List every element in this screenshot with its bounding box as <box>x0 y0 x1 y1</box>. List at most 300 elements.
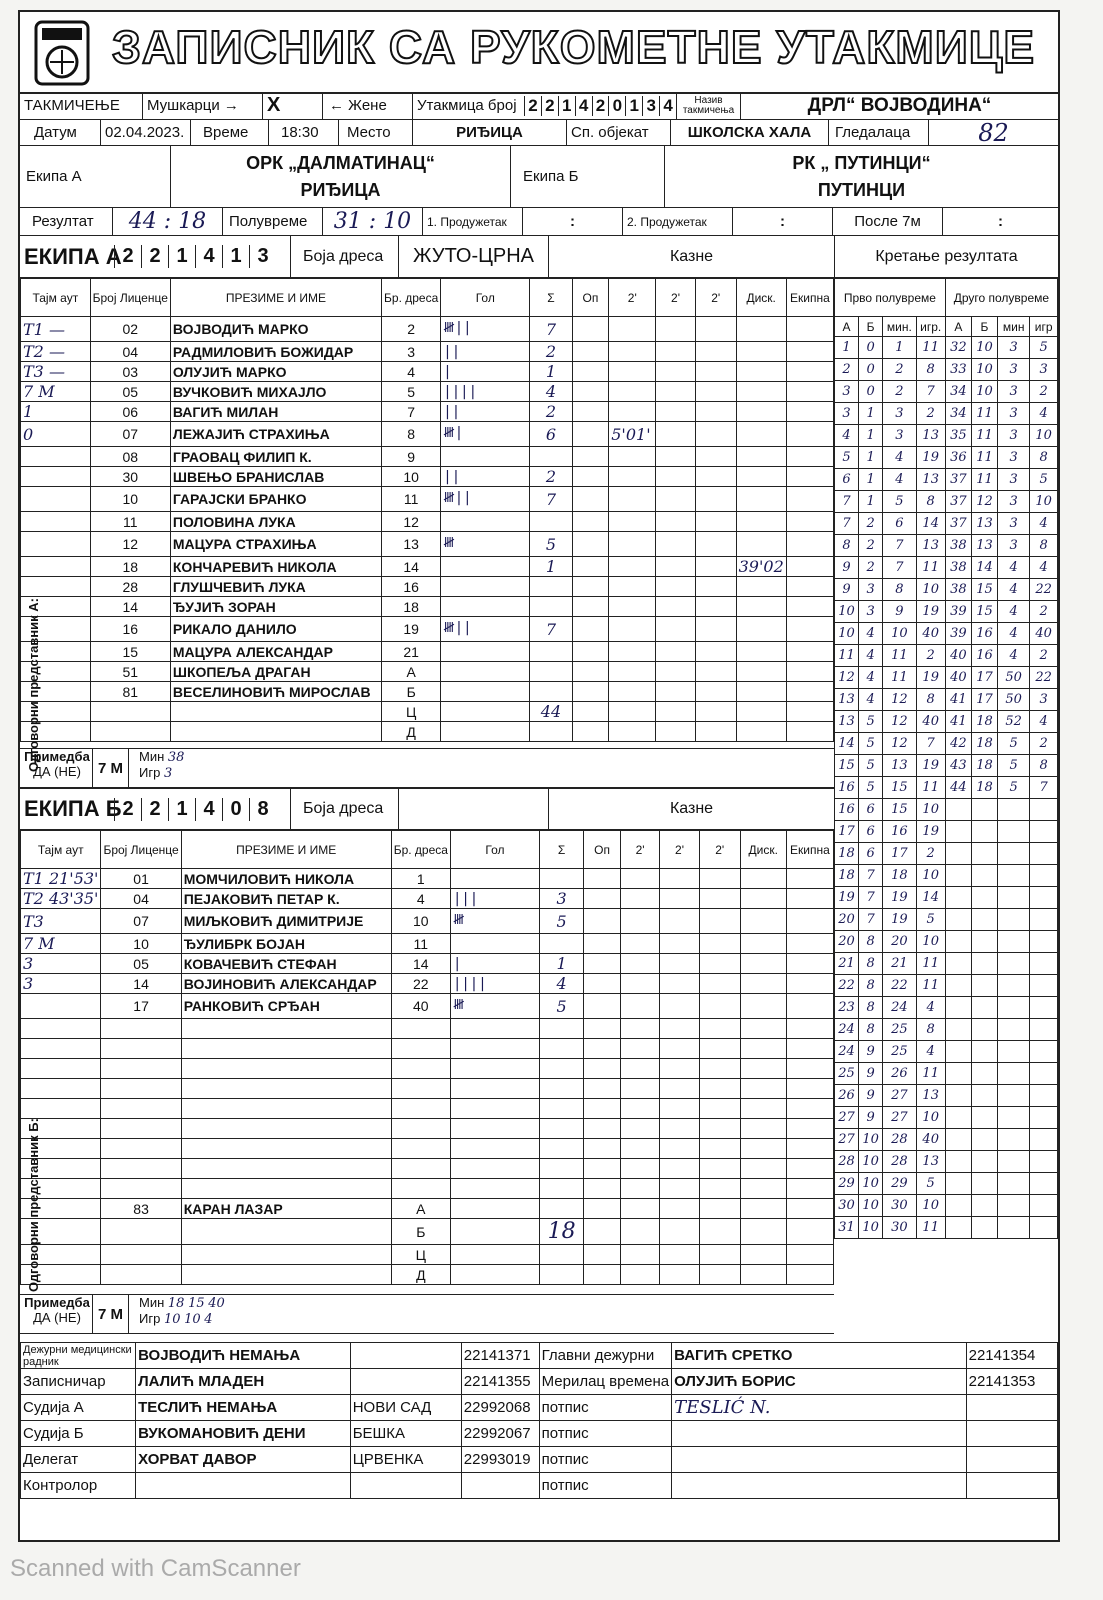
goals-tally[interactable]: ||| <box>450 889 539 909</box>
player-name[interactable]: КОНЧАРЕВИЋ НИКОЛА <box>170 557 381 577</box>
score-flow-cell[interactable]: 22 <box>1030 579 1058 601</box>
score-flow-cell[interactable]: 38 <box>945 535 971 557</box>
official2-name[interactable] <box>672 1421 967 1447</box>
score-flow-cell[interactable]: 10 <box>916 579 945 601</box>
score-flow-cell[interactable]: 10 <box>859 1173 883 1195</box>
score-flow-cell[interactable]: 4 <box>859 689 883 711</box>
score-flow-cell[interactable]: 5 <box>998 755 1030 777</box>
warning-cell[interactable] <box>572 642 609 662</box>
score-flow-cell[interactable]: 9 <box>859 1085 883 1107</box>
player-name[interactable]: РАДМИЛОВИЋ БОЖИДАР <box>170 342 381 362</box>
team-penalty-cell[interactable] <box>786 702 833 722</box>
penalty-2min-3[interactable] <box>699 1179 740 1199</box>
team-penalty-cell[interactable] <box>786 1159 833 1179</box>
score-flow-cell[interactable]: 13 <box>883 755 916 777</box>
score-flow-cell[interactable]: 3 <box>998 447 1030 469</box>
penalty-2min-1[interactable] <box>620 1219 659 1245</box>
player-name[interactable] <box>181 1059 391 1079</box>
disqualification-cell[interactable] <box>740 954 786 974</box>
timeout-cell[interactable]: T1 — <box>21 317 91 342</box>
warning-cell[interactable] <box>584 1039 621 1059</box>
team-b-igr-value-3[interactable]: 4 <box>204 1312 213 1327</box>
team-penalty-cell[interactable] <box>786 662 833 682</box>
goals-tally[interactable] <box>450 934 539 954</box>
score-flow-cell[interactable]: 21 <box>883 953 916 975</box>
score-flow-cell[interactable]: 35 <box>945 425 971 447</box>
team-penalty-cell[interactable] <box>786 869 833 889</box>
jersey-number[interactable] <box>391 1019 450 1039</box>
warning-cell[interactable] <box>572 662 609 682</box>
player-name[interactable]: ЛЕЖАЈИЋ СТРАХИЊА <box>170 422 381 447</box>
jersey-number[interactable] <box>391 1139 450 1159</box>
score-flow-cell[interactable]: 7 <box>1030 777 1058 799</box>
score-flow-cell[interactable] <box>971 1063 997 1085</box>
score-flow-cell[interactable] <box>971 1151 997 1173</box>
goals-sum[interactable] <box>540 1139 584 1159</box>
score-flow-cell[interactable]: 2 <box>916 843 945 865</box>
score-flow-cell[interactable] <box>998 1217 1030 1239</box>
warning-cell[interactable] <box>572 702 609 722</box>
score-flow-cell[interactable]: 19 <box>916 601 945 623</box>
goals-sum[interactable] <box>530 577 572 597</box>
score-flow-cell[interactable]: 5 <box>859 777 883 799</box>
jersey-number[interactable] <box>391 1099 450 1119</box>
official-city[interactable]: НОВИ САД <box>350 1395 461 1421</box>
disqualification-cell[interactable] <box>740 1019 786 1039</box>
jersey-number[interactable]: Б <box>391 1219 450 1245</box>
score-flow-cell[interactable]: 3 <box>998 337 1030 359</box>
license-cell[interactable] <box>101 1099 181 1119</box>
score-flow-cell[interactable] <box>1030 843 1058 865</box>
goals-sum[interactable] <box>540 1119 584 1139</box>
score-flow-cell[interactable] <box>1030 975 1058 997</box>
penalty-2min-2[interactable] <box>656 722 695 742</box>
goals-tally[interactable] <box>441 447 530 467</box>
score-flow-cell[interactable]: 10 <box>916 1107 945 1129</box>
extension1-value[interactable]: : <box>522 208 622 235</box>
goals-tally[interactable]: | <box>450 954 539 974</box>
player-name[interactable] <box>181 1219 391 1245</box>
penalty-2min-1[interactable] <box>620 974 659 994</box>
official-name[interactable]: ЛАЛИЋ МЛАДЕН <box>136 1369 351 1395</box>
score-flow-cell[interactable]: 7 <box>916 381 945 403</box>
disqualification-cell[interactable] <box>740 1119 786 1139</box>
player-name[interactable]: КАРАН ЛАЗАР <box>181 1199 391 1219</box>
official-city[interactable] <box>350 1473 461 1499</box>
disqualification-cell[interactable] <box>740 1179 786 1199</box>
goals-sum[interactable] <box>530 682 572 702</box>
score-flow-cell[interactable]: 13 <box>835 711 859 733</box>
penalty-2min-2[interactable] <box>656 597 695 617</box>
license-cell[interactable]: 17 <box>101 994 181 1019</box>
goals-sum[interactable] <box>540 869 584 889</box>
disqualification-cell[interactable] <box>736 487 786 512</box>
warning-cell[interactable] <box>584 909 621 934</box>
penalty-2min-2[interactable] <box>656 642 695 662</box>
score-flow-cell[interactable]: 2 <box>1030 645 1058 667</box>
score-flow-cell[interactable]: 7 <box>883 557 916 579</box>
team-b-igr-value-1[interactable]: 10 <box>163 1312 181 1327</box>
penalty-2min-2[interactable] <box>660 1199 699 1219</box>
disqualification-cell[interactable] <box>740 974 786 994</box>
goals-tally[interactable] <box>450 869 539 889</box>
goals-sum[interactable]: 1 <box>530 557 572 577</box>
score-flow-cell[interactable]: 7 <box>835 491 859 513</box>
score-flow-cell[interactable] <box>1030 821 1058 843</box>
goals-tally[interactable]: 𝍸|| <box>441 317 530 342</box>
player-name[interactable] <box>181 1099 391 1119</box>
score-flow-cell[interactable]: 2 <box>859 535 883 557</box>
score-flow-cell[interactable] <box>945 953 971 975</box>
warning-cell[interactable] <box>584 1245 621 1265</box>
score-flow-cell[interactable] <box>971 865 997 887</box>
score-flow-cell[interactable]: 40 <box>1030 623 1058 645</box>
player-name[interactable]: РИКАЛО ДАНИЛО <box>170 617 381 642</box>
warning-cell[interactable] <box>572 512 609 532</box>
warning-cell[interactable] <box>584 954 621 974</box>
team-penalty-cell[interactable] <box>786 954 833 974</box>
penalty-2min-3[interactable] <box>699 1139 740 1159</box>
score-flow-cell[interactable]: 6 <box>883 513 916 535</box>
score-flow-cell[interactable] <box>998 1173 1030 1195</box>
goals-sum[interactable] <box>530 447 572 467</box>
goals-sum[interactable]: 5 <box>540 909 584 934</box>
team-b-note-options[interactable]: ДА (НЕ) <box>33 1310 81 1325</box>
jersey-number[interactable]: 40 <box>391 994 450 1019</box>
score-flow-cell[interactable]: 11 <box>916 337 945 359</box>
timeout-cell[interactable]: T2 — <box>21 342 91 362</box>
score-flow-cell[interactable]: 29 <box>835 1173 859 1195</box>
score-flow-cell[interactable]: 22 <box>1030 667 1058 689</box>
score-flow-cell[interactable]: 11 <box>835 645 859 667</box>
goals-tally[interactable]: 𝍸| <box>441 422 530 447</box>
player-name[interactable]: ЂУЛИБРК БОЈАН <box>181 934 391 954</box>
team-a-igr-value[interactable]: 3 <box>163 766 173 781</box>
warning-cell[interactable] <box>572 362 609 382</box>
score-flow-cell[interactable]: 8 <box>859 953 883 975</box>
warning-cell[interactable] <box>572 597 609 617</box>
score-flow-cell[interactable]: 12 <box>883 733 916 755</box>
goals-tally[interactable]: 𝍸 <box>450 994 539 1019</box>
score-flow-cell[interactable]: 5 <box>883 491 916 513</box>
penalty-2min-2[interactable] <box>660 1119 699 1139</box>
score-flow-cell[interactable]: 10 <box>971 337 997 359</box>
official2-license[interactable] <box>966 1421 1057 1447</box>
score-flow-cell[interactable] <box>971 1085 997 1107</box>
score-flow-cell[interactable]: 28 <box>883 1129 916 1151</box>
team-penalty-cell[interactable] <box>786 402 833 422</box>
license-cell[interactable]: 05 <box>90 382 170 402</box>
timeout-cell[interactable] <box>21 994 101 1019</box>
penalty-2min-2[interactable] <box>656 617 695 642</box>
score-flow-cell[interactable]: 4 <box>859 623 883 645</box>
team-penalty-cell[interactable] <box>786 1059 833 1079</box>
score-flow-cell[interactable]: 27 <box>835 1107 859 1129</box>
official2-license[interactable] <box>966 1395 1057 1421</box>
penalty-2min-2[interactable] <box>656 402 695 422</box>
penalty-2min-2[interactable] <box>656 682 695 702</box>
score-flow-cell[interactable] <box>945 799 971 821</box>
official-license[interactable]: 22141355 <box>461 1369 539 1395</box>
jersey-number[interactable]: 3 <box>382 342 441 362</box>
warning-cell[interactable] <box>572 682 609 702</box>
disqualification-cell[interactable]: 39'02 <box>736 557 786 577</box>
penalty-2min-3[interactable] <box>695 402 736 422</box>
license-cell[interactable] <box>90 702 170 722</box>
score-flow-cell[interactable]: 18 <box>835 843 859 865</box>
score-flow-cell[interactable]: 17 <box>971 689 997 711</box>
score-flow-cell[interactable]: 4 <box>1030 557 1058 579</box>
score-flow-cell[interactable]: 4 <box>1030 711 1058 733</box>
score-flow-cell[interactable] <box>1030 1151 1058 1173</box>
team-penalty-cell[interactable] <box>786 994 833 1019</box>
score-flow-cell[interactable]: 0 <box>859 337 883 359</box>
score-flow-cell[interactable]: 11 <box>971 447 997 469</box>
official-license[interactable]: 22993019 <box>461 1447 539 1473</box>
score-flow-cell[interactable] <box>1030 1085 1058 1107</box>
score-flow-cell[interactable] <box>998 1019 1030 1041</box>
score-flow-cell[interactable]: 30 <box>883 1217 916 1239</box>
score-flow-cell[interactable] <box>945 1151 971 1173</box>
penalty-2min-2[interactable] <box>656 317 695 342</box>
score-flow-cell[interactable] <box>945 1195 971 1217</box>
official-name[interactable] <box>136 1473 351 1499</box>
score-flow-cell[interactable]: 19 <box>916 755 945 777</box>
goals-tally[interactable] <box>441 557 530 577</box>
score-flow-cell[interactable] <box>1030 887 1058 909</box>
score-flow-cell[interactable]: 8 <box>835 535 859 557</box>
score-flow-cell[interactable]: 2 <box>916 645 945 667</box>
timeout-cell[interactable] <box>21 512 91 532</box>
license-cell[interactable]: 05 <box>101 954 181 974</box>
penalty-2min-3[interactable] <box>695 577 736 597</box>
jersey-number[interactable]: 2 <box>382 317 441 342</box>
timeout-cell[interactable] <box>21 1019 101 1039</box>
score-flow-cell[interactable] <box>1030 1063 1058 1085</box>
disqualification-cell[interactable] <box>736 512 786 532</box>
score-flow-cell[interactable]: 11 <box>971 403 997 425</box>
score-flow-cell[interactable]: 8 <box>916 689 945 711</box>
score-flow-cell[interactable]: 10 <box>859 1195 883 1217</box>
player-name[interactable]: МОМЧИЛОВИЋ НИКОЛА <box>181 869 391 889</box>
team-penalty-cell[interactable] <box>786 682 833 702</box>
score-flow-cell[interactable]: 10 <box>859 1217 883 1239</box>
score-flow-cell[interactable] <box>1030 1019 1058 1041</box>
jersey-number[interactable] <box>391 1059 450 1079</box>
penalty-2min-3[interactable] <box>695 597 736 617</box>
half-value[interactable]: 31 : 10 <box>322 208 422 235</box>
penalty-2min-2[interactable] <box>656 382 695 402</box>
team-penalty-cell[interactable] <box>786 642 833 662</box>
penalty-2min-3[interactable] <box>699 974 740 994</box>
player-name[interactable]: МАЦУРА СТРАХИЊА <box>170 532 381 557</box>
timeout-cell[interactable] <box>21 487 91 512</box>
official2-license[interactable]: 22141354 <box>966 1343 1057 1369</box>
score-flow-cell[interactable] <box>971 1195 997 1217</box>
penalty-2min-2[interactable] <box>660 1039 699 1059</box>
penalty-2min-3[interactable] <box>695 682 736 702</box>
warning-cell[interactable] <box>572 402 609 422</box>
score-flow-cell[interactable]: 4 <box>998 623 1030 645</box>
score-flow-cell[interactable]: 50 <box>998 689 1030 711</box>
team-penalty-cell[interactable] <box>786 1019 833 1039</box>
player-name[interactable]: ШВЕЊО БРАНИСЛАВ <box>170 467 381 487</box>
score-flow-cell[interactable]: 3 <box>998 403 1030 425</box>
warning-cell[interactable] <box>572 557 609 577</box>
extension2-value[interactable]: : <box>732 208 832 235</box>
license-cell[interactable]: 15 <box>90 642 170 662</box>
penalty-2min-1[interactable] <box>609 402 656 422</box>
goals-tally[interactable] <box>441 577 530 597</box>
score-flow-cell[interactable]: 16 <box>971 645 997 667</box>
goals-sum[interactable]: 6 <box>530 422 572 447</box>
penalty-2min-3[interactable] <box>699 1219 740 1245</box>
disqualification-cell[interactable] <box>736 467 786 487</box>
score-flow-cell[interactable]: 18 <box>971 711 997 733</box>
score-flow-cell[interactable] <box>998 1041 1030 1063</box>
jersey-number[interactable]: 14 <box>382 557 441 577</box>
jersey-number[interactable]: 10 <box>382 467 441 487</box>
goals-sum[interactable]: 5 <box>530 532 572 557</box>
player-name[interactable]: ВУЧКОВИЋ МИХАЈЛО <box>170 382 381 402</box>
goals-tally[interactable] <box>441 662 530 682</box>
team-b-jersey[interactable] <box>398 789 548 829</box>
timeout-cell[interactable]: 7 M <box>21 382 91 402</box>
score-flow-cell[interactable]: 13 <box>971 513 997 535</box>
official2-name[interactable]: ВАГИЋ СРЕТКО <box>672 1343 967 1369</box>
player-name[interactable] <box>170 702 381 722</box>
goals-sum[interactable] <box>540 1199 584 1219</box>
warning-cell[interactable] <box>584 1019 621 1039</box>
timeout-cell[interactable]: 3 <box>21 954 101 974</box>
penalty-2min-3[interactable] <box>699 994 740 1019</box>
score-flow-cell[interactable]: 15 <box>883 799 916 821</box>
penalty-2min-1[interactable] <box>620 1179 659 1199</box>
score-flow-cell[interactable] <box>971 1041 997 1063</box>
score-flow-cell[interactable]: 52 <box>998 711 1030 733</box>
goals-sum[interactable] <box>530 597 572 617</box>
penalty-2min-1[interactable] <box>609 532 656 557</box>
score-flow-cell[interactable]: 10 <box>916 865 945 887</box>
score-flow-cell[interactable]: 34 <box>945 403 971 425</box>
penalty-2min-1[interactable] <box>620 1139 659 1159</box>
score-flow-cell[interactable]: 27 <box>883 1107 916 1129</box>
score-flow-cell[interactable]: 5 <box>859 755 883 777</box>
score-flow-cell[interactable]: 31 <box>835 1217 859 1239</box>
jersey-number[interactable]: 11 <box>382 487 441 512</box>
score-flow-cell[interactable] <box>945 1217 971 1239</box>
goals-sum[interactable]: 1 <box>540 954 584 974</box>
score-flow-cell[interactable] <box>998 997 1030 1019</box>
official-city[interactable] <box>350 1369 461 1395</box>
score-flow-cell[interactable]: 27 <box>883 1085 916 1107</box>
goals-tally[interactable] <box>450 1119 539 1139</box>
score-flow-cell[interactable]: 14 <box>971 557 997 579</box>
goals-sum[interactable]: 2 <box>530 402 572 422</box>
license-cell[interactable]: 11 <box>90 512 170 532</box>
disqualification-cell[interactable] <box>736 682 786 702</box>
penalty-2min-2[interactable] <box>656 422 695 447</box>
goals-tally[interactable]: || <box>441 342 530 362</box>
penalty-2min-2[interactable] <box>660 889 699 909</box>
license-cell[interactable] <box>101 1159 181 1179</box>
score-flow-cell[interactable]: 24 <box>883 997 916 1019</box>
license-cell[interactable]: 03 <box>90 362 170 382</box>
penalty-2min-1[interactable] <box>620 889 659 909</box>
goals-sum[interactable]: 3 <box>540 889 584 909</box>
official-city[interactable]: БЕШКА <box>350 1421 461 1447</box>
warning-cell[interactable] <box>572 382 609 402</box>
score-flow-cell[interactable]: 50 <box>998 667 1030 689</box>
jersey-number[interactable]: 18 <box>382 597 441 617</box>
score-flow-cell[interactable]: 19 <box>916 447 945 469</box>
score-flow-cell[interactable]: 1 <box>859 447 883 469</box>
score-flow-cell[interactable]: 1 <box>859 403 883 425</box>
jersey-number[interactable]: 14 <box>391 954 450 974</box>
goals-tally[interactable] <box>450 1265 539 1285</box>
penalty-2min-3[interactable] <box>699 1245 740 1265</box>
score-flow-cell[interactable]: 11 <box>916 953 945 975</box>
penalty-2min-3[interactable] <box>699 1099 740 1119</box>
score-flow-cell[interactable]: 4 <box>916 1041 945 1063</box>
score-flow-cell[interactable]: 3 <box>835 381 859 403</box>
penalty-2min-3[interactable] <box>699 869 740 889</box>
score-flow-cell[interactable] <box>971 953 997 975</box>
score-flow-cell[interactable]: 3 <box>1030 689 1058 711</box>
penalty-2min-1[interactable] <box>609 362 656 382</box>
score-flow-cell[interactable]: 25 <box>883 1041 916 1063</box>
score-flow-cell[interactable] <box>971 997 997 1019</box>
penalty-2min-1[interactable] <box>620 909 659 934</box>
disqualification-cell[interactable] <box>740 934 786 954</box>
score-flow-cell[interactable] <box>998 865 1030 887</box>
penalty-2min-2[interactable] <box>660 1219 699 1245</box>
score-flow-cell[interactable]: 6 <box>859 821 883 843</box>
player-name[interactable] <box>181 1159 391 1179</box>
timeout-cell[interactable]: T3 <box>21 909 101 934</box>
goals-sum[interactable]: 1 <box>530 362 572 382</box>
score-flow-cell[interactable]: 12 <box>883 711 916 733</box>
player-name[interactable] <box>181 1179 391 1199</box>
player-name[interactable]: РАНКОВИЋ СРЂАН <box>181 994 391 1019</box>
penalty-2min-1[interactable]: 5'01' <box>609 422 656 447</box>
score-flow-cell[interactable] <box>1030 1107 1058 1129</box>
score-flow-cell[interactable]: 12 <box>883 689 916 711</box>
goals-tally[interactable] <box>450 1139 539 1159</box>
goals-tally[interactable] <box>441 722 530 742</box>
score-flow-cell[interactable]: 1 <box>859 491 883 513</box>
score-flow-cell[interactable]: 3 <box>859 601 883 623</box>
goals-tally[interactable]: 𝍸 <box>450 909 539 934</box>
license-cell[interactable] <box>101 1059 181 1079</box>
score-flow-cell[interactable] <box>945 975 971 997</box>
license-cell[interactable] <box>101 1219 181 1245</box>
score-flow-cell[interactable]: 5 <box>916 1173 945 1195</box>
team-penalty-cell[interactable] <box>786 889 833 909</box>
score-flow-cell[interactable]: 8 <box>859 1019 883 1041</box>
goals-tally[interactable] <box>450 1039 539 1059</box>
penalty-2min-2[interactable] <box>660 954 699 974</box>
penalty-2min-2[interactable] <box>660 1019 699 1039</box>
team-penalty-cell[interactable] <box>786 974 833 994</box>
spectators-value[interactable]: 82 <box>928 120 1058 145</box>
score-flow-cell[interactable]: 4 <box>916 997 945 1019</box>
score-flow-cell[interactable]: 15 <box>835 755 859 777</box>
score-flow-cell[interactable] <box>1030 865 1058 887</box>
score-flow-cell[interactable] <box>971 975 997 997</box>
disqualification-cell[interactable] <box>736 342 786 362</box>
team-penalty-cell[interactable] <box>786 1199 833 1219</box>
